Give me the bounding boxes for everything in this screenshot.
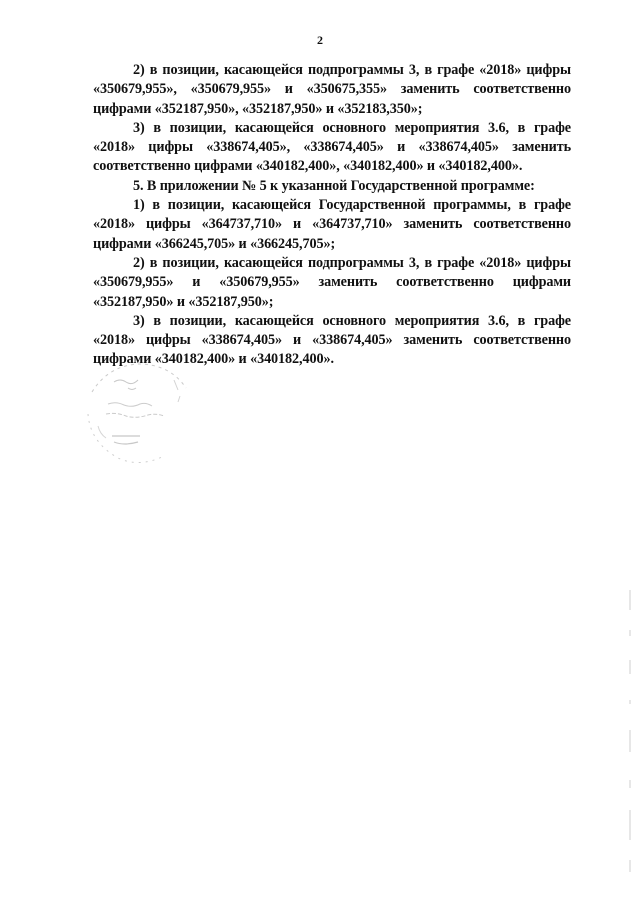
paragraph-item-3-activity-3-6: 3) в позиции, касающейся основного мероприятия 3.6, в графе «2018» цифры «338674,405», «338674,405» и «338674,405» заменить соответственно цифрами «340182,400», «340182,400» и «340182,400». bbox=[93, 119, 571, 175]
paragraph-item-3-activity-3-6-appendix-5: 3) в позиции, касающейся основного мероприятия 3.6, в графе «2018» цифры «338674,405» и «338674,405» заменить соответственно цифрами «340182,400» и «340182,400». bbox=[93, 312, 571, 368]
faded-seal-stamp-icon bbox=[78, 352, 198, 472]
paragraph-item-2-subprogram-3: 2) в позиции, касающейся подпрограммы 3, в графе «2018» цифры «350679,955», «350679,955» и «350675,355» заменить соответственно цифрами «352187,950», «352187,950» и «352183,350»; bbox=[93, 62, 571, 117]
page-number: 2 bbox=[317, 33, 323, 47]
scan-margin-marks bbox=[628, 590, 632, 890]
document-body bbox=[93, 61, 571, 370]
paragraph-item-1-state-program: 1) в позиции, касающейся Государственной программы, в графе «2018» цифры «364737,710» и «364737,710» заменить соответственно цифрами «366245,705» и «366245,705»; bbox=[93, 197, 571, 252]
paragraph-item-2-subprogram-3-appendix-5: 2) в позиции, касающейся подпрограммы 3, в графе «2018» цифры «350679,955» и «350679,955» заменить соответственно цифрами «352187,950» и «352187,950»; bbox=[93, 254, 571, 310]
paragraph-section-5-heading: 5. В приложении № 5 к указанной Государственной программе: bbox=[133, 177, 535, 194]
